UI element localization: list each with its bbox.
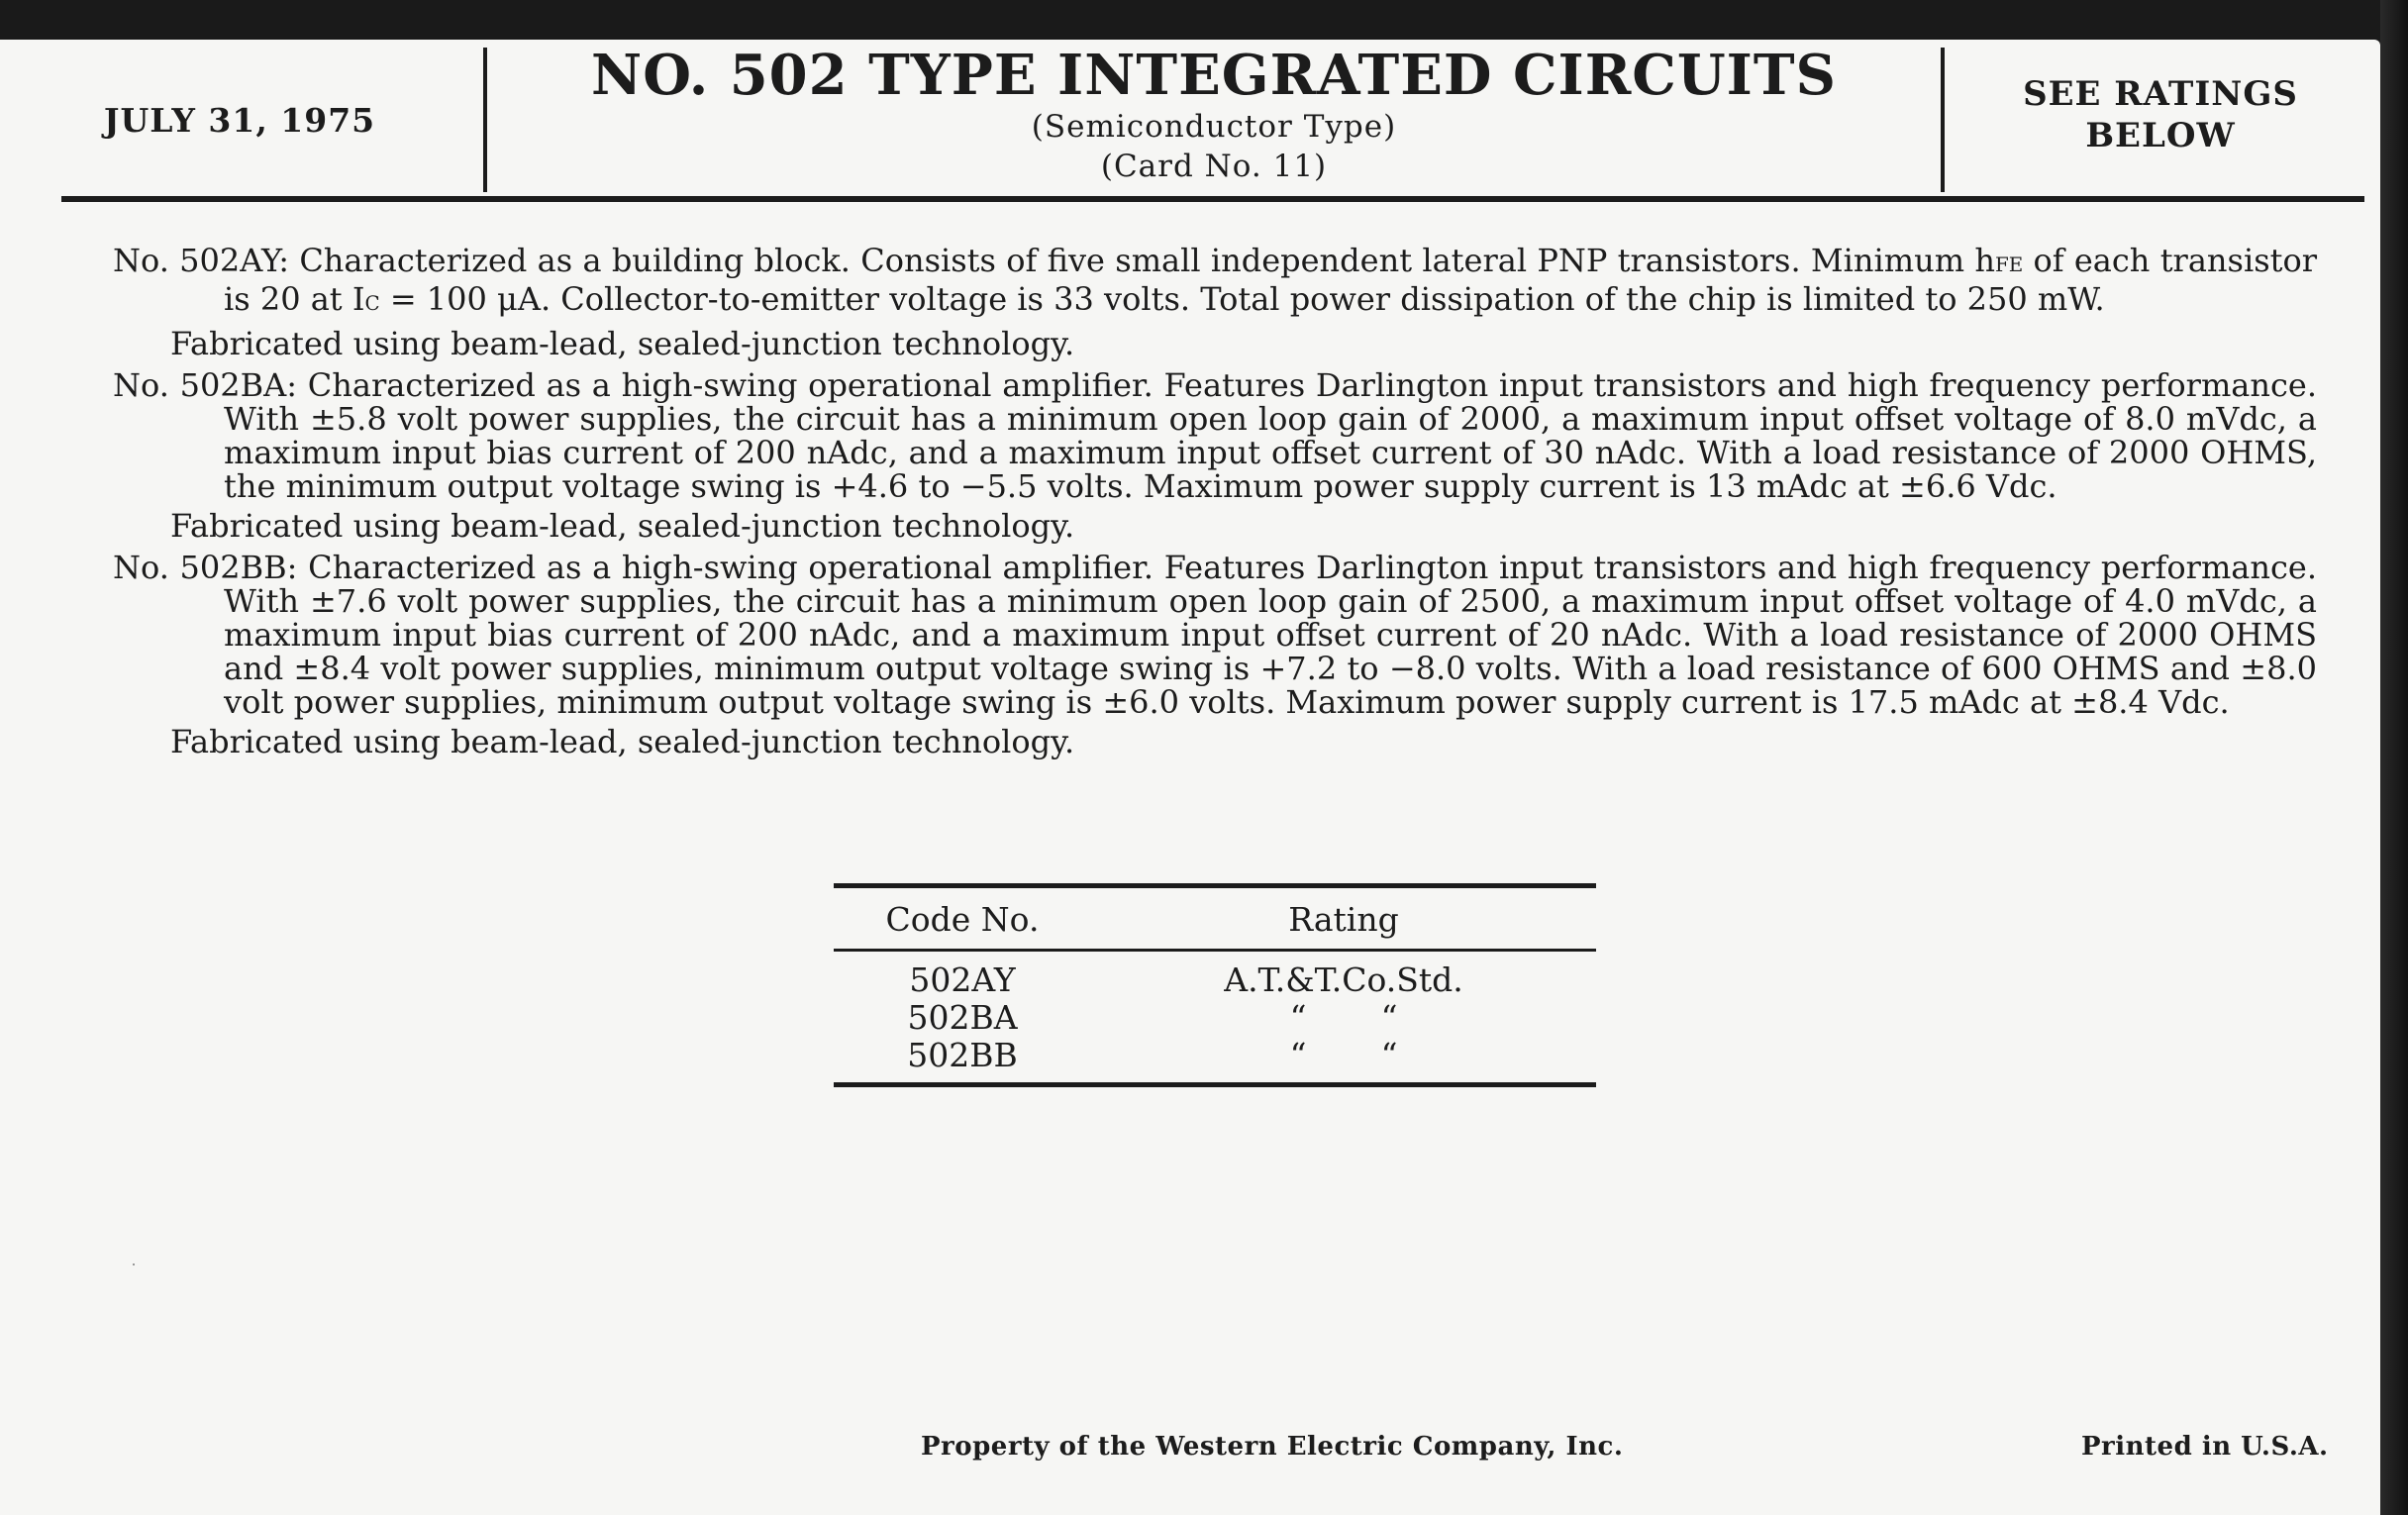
subscript: C (364, 292, 380, 315)
page-title: NO. 502 TYPE INTEGRATED CIRCUITS (591, 43, 1837, 108)
entry-text: Characterized as a building block. Consists of five small independent lateral PNP transistors. Minimum h (299, 242, 1995, 279)
page-subtitle: (Semiconductor Type) (1031, 109, 1397, 145)
ditto-mark: “ (1289, 1036, 1307, 1074)
ratings-table (834, 883, 1596, 1087)
entry-code: No. 502BA: (113, 366, 298, 404)
entry-text: of each transistor is 20 at I (224, 242, 2318, 318)
table-rule-bottom (834, 1082, 1596, 1087)
header-rule (61, 196, 2364, 202)
header-date: JULY 31, 1975 (103, 101, 376, 140)
entries-section (113, 244, 2317, 766)
entry-502ay (113, 244, 2317, 321)
table-header-row (834, 888, 1596, 949)
ratings-note-line2: BELOW (2085, 116, 2236, 155)
entry-code: No. 502BB: (113, 549, 298, 586)
ditto-mark: “ (1380, 998, 1398, 1037)
entry-502bb (113, 551, 2317, 719)
header-divider-right (1941, 48, 1945, 192)
footer-printed: Printed in U.S.A. (2081, 1432, 2329, 1462)
column-header-rating: Rating (1288, 900, 1399, 939)
fabrication-note: Fabricated using beam-lead, sealed-junction technology. (170, 723, 1075, 760)
card-edge-shadow (2380, 0, 2408, 1515)
subscript: FE (1994, 253, 2024, 276)
rating-cell (1091, 998, 1596, 1037)
entry-text: = 100 μA. Collector-to-emitter voltage is 33 volts. Total power dissipation of the chip is limited to 250 mW. (379, 280, 2105, 318)
code-cell: 502BA (907, 998, 1018, 1037)
entry-text: Characterized as a high-swing operational amplifier. Features Darlington input transistors and high frequency performance. With ±5.8 volt power supplies, the circuit has a minimum open loop gain of 2000, a maximum input offset voltage of 8.0 mVdc, a maximum input bias current of 200 nAdc, and a maximum input offset current of 30 nAdc. With a load resistance of 2000 OHMS, the minimum output voltage swing is +4.6 to −5.5 volts. Maximum power supply current is 13 mAdc at ±6.6 Vdc. (224, 366, 2318, 505)
header-center (485, 44, 1943, 186)
code-cell: 502BB (907, 1036, 1018, 1074)
rating-cell (1091, 1036, 1596, 1074)
ditto-mark: “ (1380, 1036, 1398, 1074)
rating-cell: A.T.&T.Co.Std. (1224, 960, 1463, 999)
table-row (834, 1037, 1596, 1074)
header-ratings-note (1960, 73, 2360, 156)
entry-502ba (113, 368, 2317, 503)
footer-property: Property of the Western Electric Company, Inc. (921, 1432, 1624, 1462)
fabrication-note: Fabricated using beam-lead, sealed-junction technology. (170, 325, 1075, 362)
paper-speck (133, 1263, 135, 1265)
card-number: (Card No. 11) (1100, 149, 1328, 184)
ratings-note-line1: SEE RATINGS (2023, 74, 2298, 114)
column-header-code: Code No. (885, 900, 1040, 939)
table-row (834, 999, 1596, 1037)
code-cell: 502AY (909, 960, 1016, 999)
fabrication-note: Fabricated using beam-lead, sealed-junction technology. (170, 507, 1075, 545)
table-row (834, 961, 1596, 999)
entry-code: No. 502AY: (113, 242, 290, 279)
entry-text: Characterized as a high-swing operational amplifier. Features Darlington input transistors and high frequency performance. With ±7.6 volt power supplies, the circuit has a minimum open loop gain of 2500, a maximum input offset voltage of 4.0 mVdc, a maximum input bias current of 200 nAdc, and a maximum input offset current of 20 nAdc. With a load resistance of 2000 OHMS and ±8.4 volt power supplies, minimum output voltage swing is +7.2 to −8.0 volts. With a load resistance of 600 OHMS and ±8.0 volt power supplies, minimum output voltage swing is ±6.0 volts. Maximum power supply current is 17.5 mAdc at ±8.4 Vdc. (224, 549, 2318, 721)
ditto-mark: “ (1289, 998, 1307, 1037)
table-body (834, 952, 1596, 1082)
